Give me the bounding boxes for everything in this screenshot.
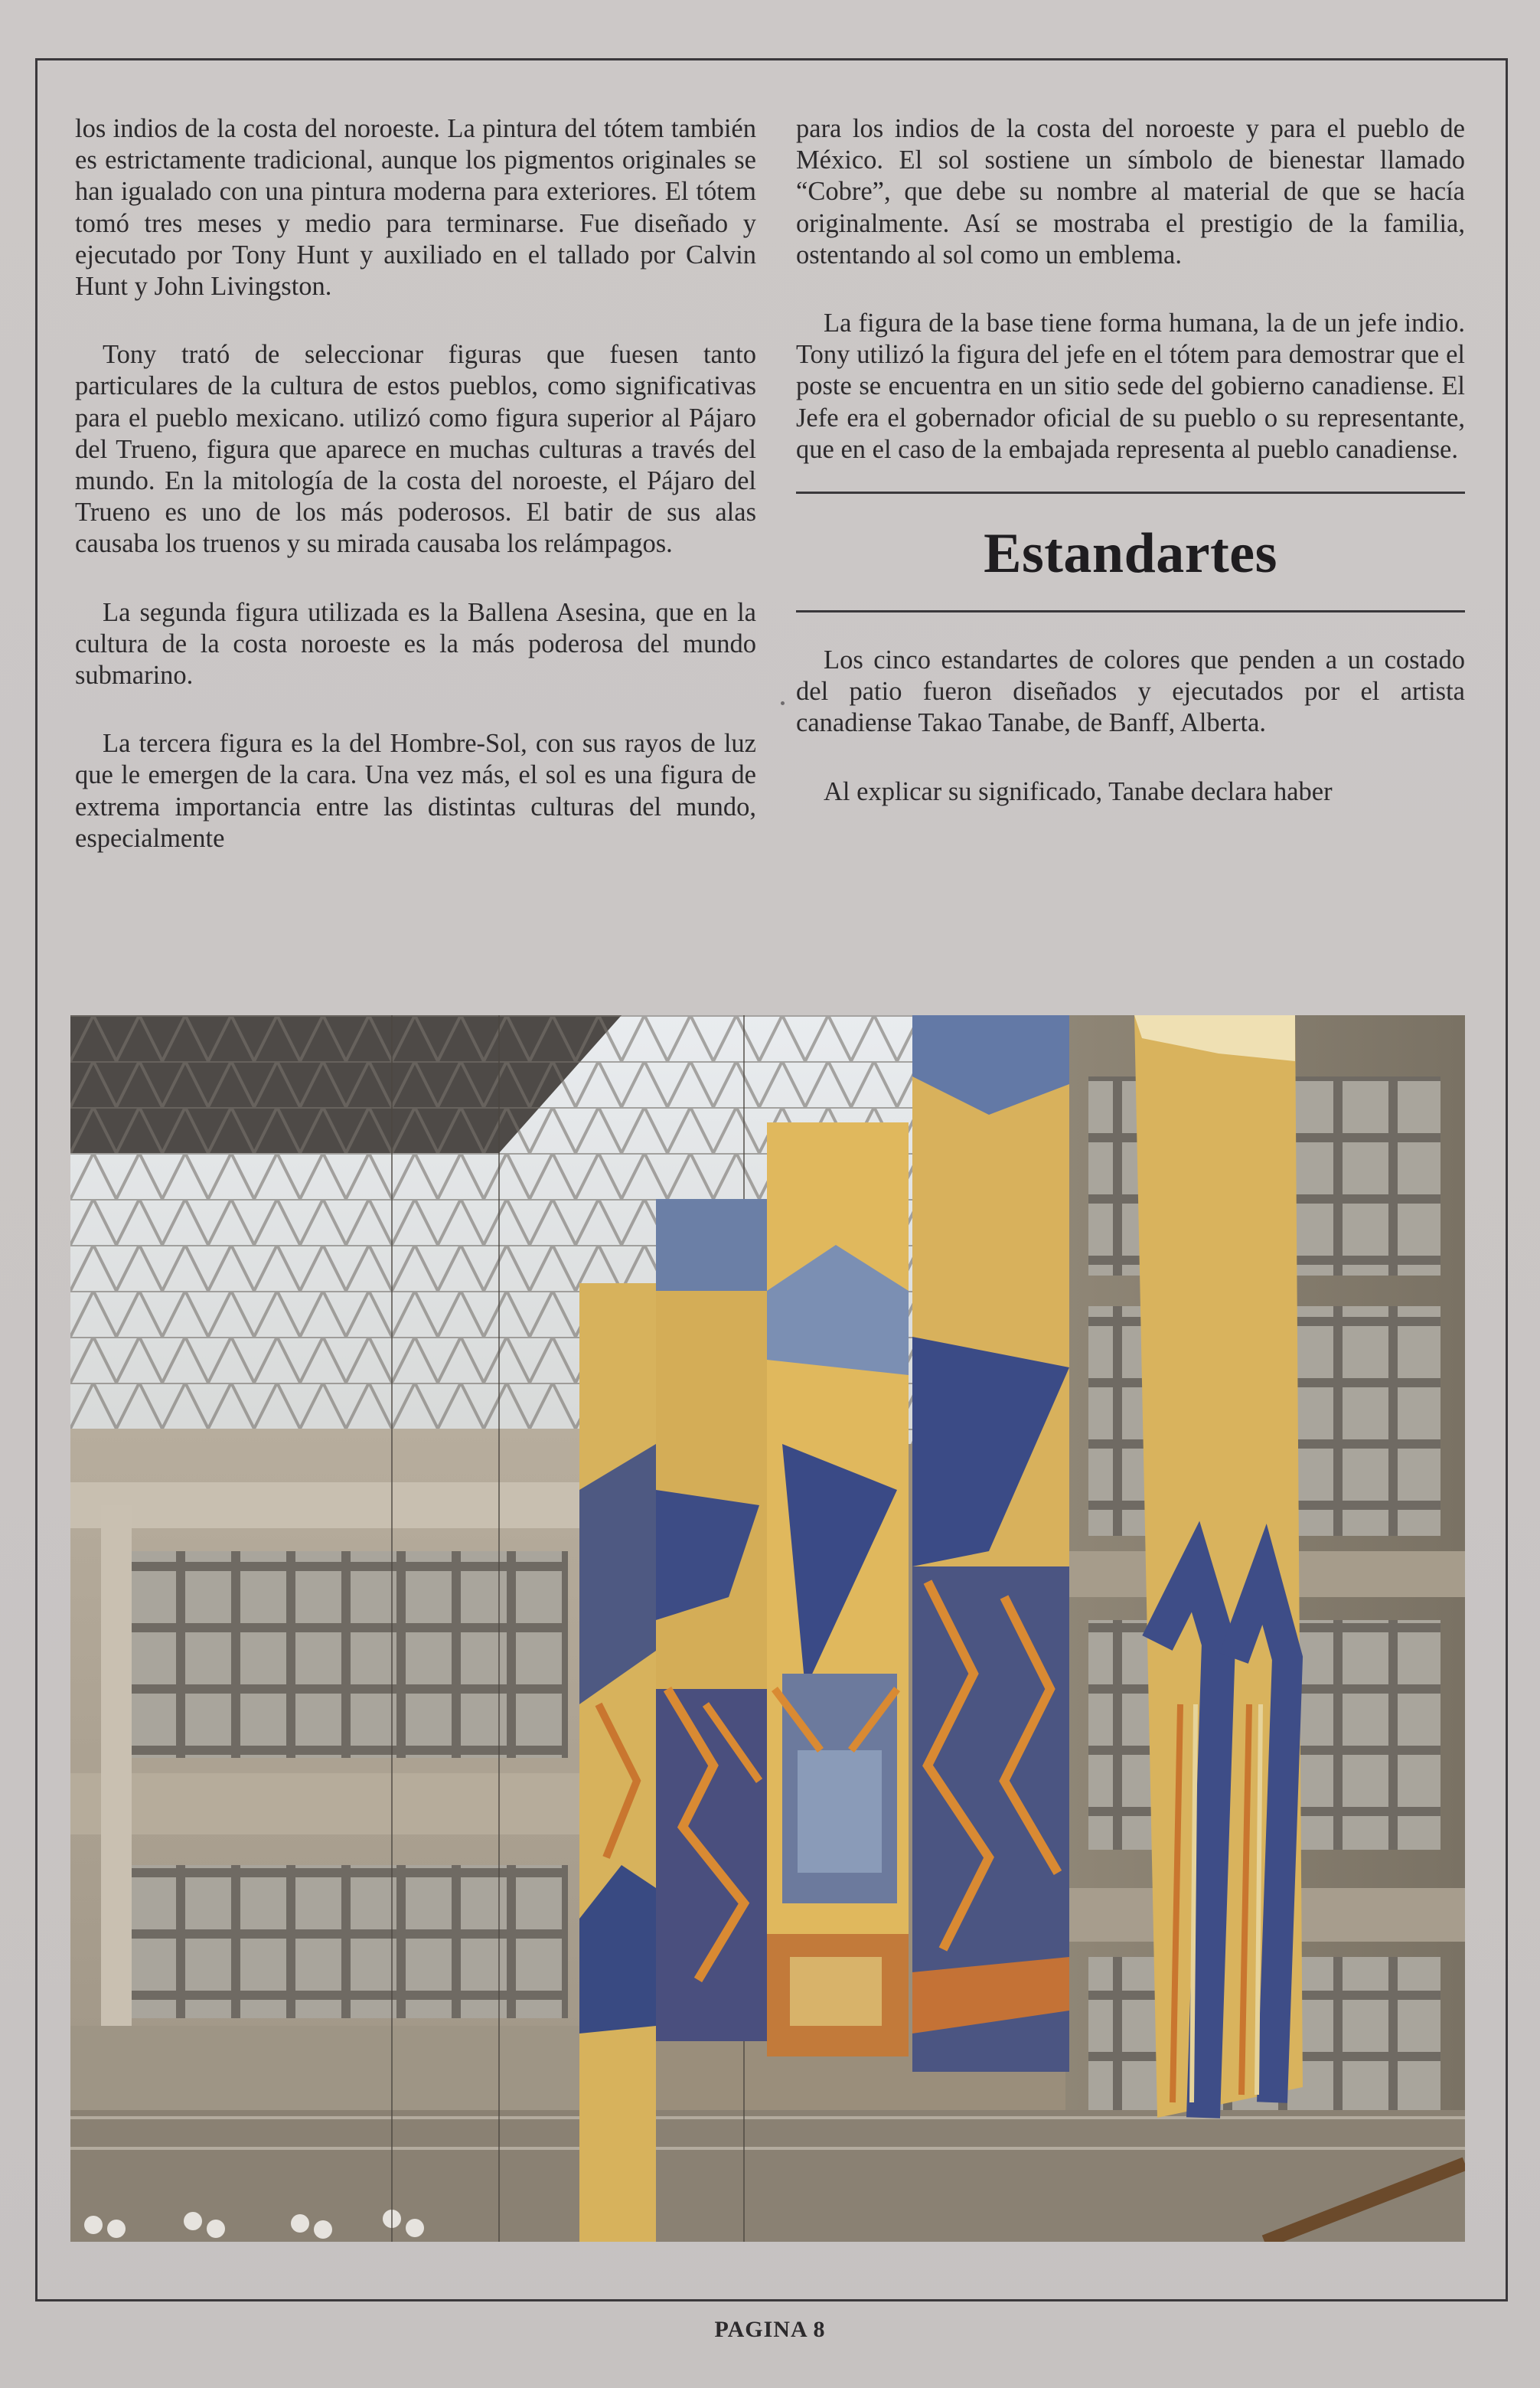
paragraph-killer-whale: La segunda figura utilizada es la Ballena Asesina, que en la cultura de la costa noroeste es la más poderosa del mundo submarino.: [75, 597, 756, 691]
page-number: PAGINA 8: [714, 2317, 826, 2342]
paragraph-banners-intro: Los cinco estandartes de colores que penden a un costado del patio fueron diseñados y ejecutados por el artista canadiense Takao Tanabe, de Banff, Alberta.: [796, 645, 1465, 738]
print-speck: [781, 701, 785, 705]
paragraph-sun-man: La tercera figura es la del Hombre-Sol, con sus rayos de luz que le emergen de la cara. Una vez más, el sol es una figura de extrema importancia entre las distintas culturas del mundo, especialmente: [75, 729, 756, 853]
article-left-column: [75, 113, 756, 854]
heading-rule-bottom: [796, 610, 1465, 613]
paragraph-copper-symbol: para los indios de la costa del noroeste y para el pueblo de México. El sol sostiene un símbolo de bienestar llamado “Cobre”, que debe su nombre al material de que se hacía originalmente. Así se mostraba el prestigio de la familia, ostentando al sol como un emblema.: [796, 114, 1465, 270]
article-right-column: [796, 113, 1465, 808]
paragraph-chief-figure: La figura de la base tiene forma humana, la de un jefe indio. Tony utilizó la figura del jefe en el tótem para demostrar que el poste se encuentra en un sitio sede del gobierno canadiense. El Jefe era el gobernador oficial de su pueblo o su representante, que en el caso de la embajada representa al pueblo canadiense.: [796, 309, 1465, 464]
section-heading: Estandartes: [984, 522, 1277, 586]
heading-rule-top: [796, 492, 1465, 494]
atrium-banners-photo: [70, 1015, 1465, 2242]
banner-5: [1134, 1015, 1303, 2118]
banner-3: [767, 1122, 909, 2056]
banner-1: [579, 1283, 656, 2242]
paragraph-banners-meaning: Al explicar su significado, Tanabe declara haber: [824, 776, 1333, 806]
banner-2: [656, 1199, 767, 2041]
banner-4: [912, 1015, 1069, 2072]
paragraph-figure-selection: Tony trató de seleccionar figuras que fuesen tanto particulares de la cultura de estos pueblos, como significativas para el pueblo mexicano. utilizó como figura superior al Pájaro del Trueno, figura que aparece en muchas culturas a través del mundo. En la mitología de la costa del noroeste, el Pájaro del Trueno es uno de los más poderosos. El batir de sus alas causaba los truenos y su mirada causaba los relámpagos.: [75, 340, 756, 559]
paragraph-totem-paint: los indios de la costa del noroeste. La pintura del tótem también es estrictamente tradicional, aunque los pigmentos originales se han igualado con una pintura moderna para exteriores. El tótem tomó tres meses y medio para terminarse. Fue diseñado y ejecutado por Tony Hunt y auxiliado en el tallado por Calvin Hunt y John Livingston.: [75, 114, 756, 302]
